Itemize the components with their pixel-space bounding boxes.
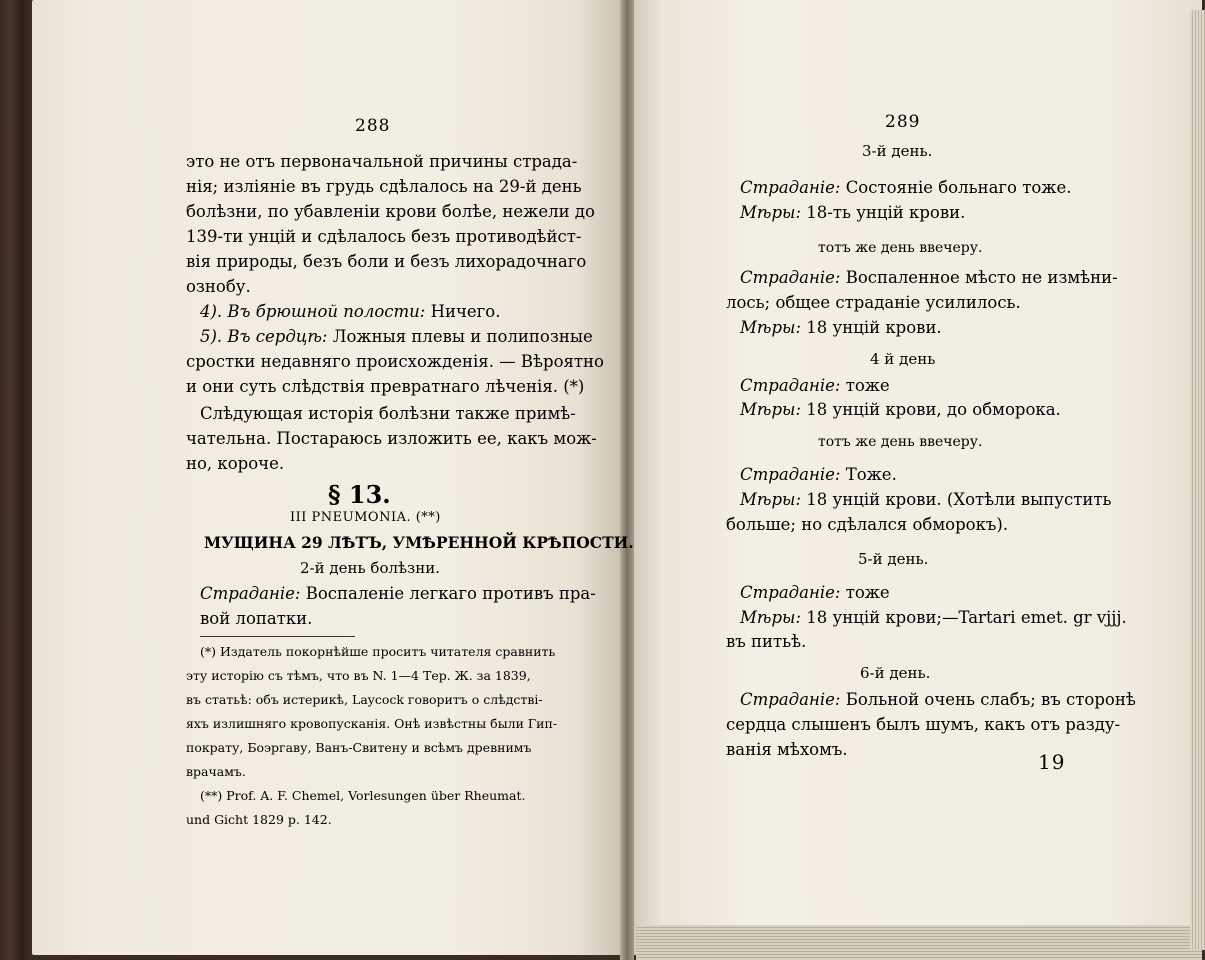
body-line: и они суть слѣдствія превратнаго лѣченія. (*) [186, 377, 585, 396]
footnote-rule [200, 636, 355, 637]
suffering-text: Воспаленіе легкаго противъ пра- [305, 584, 596, 603]
day-heading: тотъ же день ввечеру. [818, 434, 983, 450]
item-4-text: Ничего. [430, 302, 501, 321]
suffering-label: Страданіе: [200, 584, 301, 603]
day-heading: 2-й день болѣзни. [300, 559, 441, 577]
suffering-text: тоже [845, 376, 890, 395]
footnote-line: und Gicht 1829 p. 142. [186, 812, 332, 827]
suffering-label: Страданіе: [740, 583, 841, 602]
body-line: вой лопатки. [200, 609, 313, 628]
body-line: чательна. Постараюсь изложить ее, какъ мож- [186, 429, 597, 448]
body-line: ознобу. [186, 277, 251, 296]
book-gutter [620, 0, 634, 960]
entry-line [740, 690, 1136, 709]
footnote-line: въ статьѣ: объ истерикѣ, Laycock говоритъ о слѣдствi- [186, 692, 543, 707]
body-line: это не отъ первоначальной причины страда- [186, 152, 578, 171]
item-4 [200, 302, 500, 321]
day-heading: 3-й день. [862, 142, 933, 160]
body-line: ванія мѣхомъ. [726, 740, 848, 759]
suffering-text: Больной очень слабъ; въ сторонѣ [845, 690, 1136, 709]
measures-label: Мѣры: [740, 608, 802, 627]
day-heading: 5-й день. [858, 550, 929, 568]
suffering-text: Воспаленное мѣсто не измѣни- [845, 268, 1118, 287]
footnote-line: (**) Prof. A. F. Chemel, Vorlesungen über Rheumat. [200, 788, 526, 803]
entry-line [740, 490, 1111, 509]
page-stack-bottom [636, 925, 1202, 960]
entry-line [740, 318, 942, 337]
day-heading: 4 й день [870, 350, 936, 368]
footnote-line: пократу, Бoэргаву, Ванъ-Свитену и всѣмъ древнимъ [186, 740, 532, 755]
entry-line [740, 203, 965, 222]
entry-line [740, 608, 1127, 627]
suffering-label: Страданіе: [740, 376, 841, 395]
measures-label: Мѣры: [740, 400, 802, 419]
item-5-label: 5). Въ сердцѣ: [200, 327, 328, 346]
item-4-label: 4). Въ брюшной полости: [200, 302, 426, 321]
entry-line [740, 178, 1071, 197]
body-line: сростки недавняго происхожденія. — Вѣроятно [186, 352, 604, 371]
entry-line [740, 583, 890, 602]
item-5-text: Ложныя плевы и полипозные [332, 327, 593, 346]
entry-line [740, 376, 890, 395]
footnote-line: врачамъ. [186, 764, 246, 779]
body-line: вія природы, безъ боли и безъ лихорадочнаго [186, 252, 587, 271]
suffering-label: Страданіе: [740, 465, 841, 484]
day-heading: 6-й день. [860, 664, 931, 682]
measures-text: 18 унцій крови. (Хотѣли выпустить [806, 490, 1112, 509]
entry-line [740, 400, 1061, 419]
suffering-label: Страданіе: [740, 690, 841, 709]
body-line: нія; изліяніе въ грудь сдѣлалось на 29-й день [186, 177, 582, 196]
signature-mark: 19 [1038, 750, 1066, 774]
body-line: Слѣдующая исторія болѣзни также примѣ- [200, 404, 576, 423]
footnote-line: эту исторію съ тѣмъ, что въ N. 1—4 Тер. Ж. за 1839, [186, 668, 531, 683]
measures-text: 18 унцій крови. [806, 318, 942, 337]
body-line: больше; но сдѣлался обморокъ). [726, 515, 1009, 534]
page-stack-edge [1190, 10, 1205, 950]
section-heading: § 13. [328, 480, 391, 509]
suffering-text: тоже [845, 583, 890, 602]
page-number-left: 288 [355, 116, 391, 136]
body-line: въ питьѣ. [726, 632, 807, 651]
case-subtitle: III PNEUMONIA. (**) [290, 510, 441, 525]
entry-line [740, 268, 1118, 287]
body-line: но, короче. [186, 454, 285, 473]
day-heading: тотъ же день ввечеру. [818, 240, 983, 256]
case-title: МУЩИНА 29 ЛѢТЪ, УМѢРЕННОЙ КРѢПОСТИ. [204, 533, 634, 552]
body-line: 139-ти унцій и сдѣлалось безъ противодѣйст- [186, 227, 582, 246]
measures-text: 18-ть унцій крови. [806, 203, 966, 222]
body-line: болѣзни, по убавленіи крови болѣе, нежели до [186, 202, 595, 221]
item-5 [200, 327, 593, 346]
suffering-text: Тоже. [845, 465, 897, 484]
suffering-line [200, 584, 596, 603]
footnote-line: (*) Издатель покорнѣйше проситъ читателя сравнить [200, 644, 556, 659]
suffering-label: Страданіе: [740, 268, 841, 287]
measures-label: Мѣры: [740, 203, 802, 222]
footnote-line: яхъ излишняго кровопусканія. Онѣ извѣстны были Гип- [186, 716, 558, 731]
measures-label: Мѣры: [740, 490, 802, 509]
measures-label: Мѣры: [740, 318, 802, 337]
page-number-right: 289 [885, 112, 921, 132]
suffering-text: Состояніе больнаго тоже. [845, 178, 1072, 197]
entry-line [740, 465, 897, 484]
suffering-label: Страданіе: [740, 178, 841, 197]
body-line: сердца слышенъ былъ шумъ, какъ отъ разду- [726, 715, 1121, 734]
measures-text: 18 унцій крови;—Tartari emet. gr vjjj. [806, 608, 1127, 627]
measures-text: 18 унцій крови, до обморока. [806, 400, 1061, 419]
body-line: лось; общее страданіе усилилось. [726, 293, 1021, 312]
